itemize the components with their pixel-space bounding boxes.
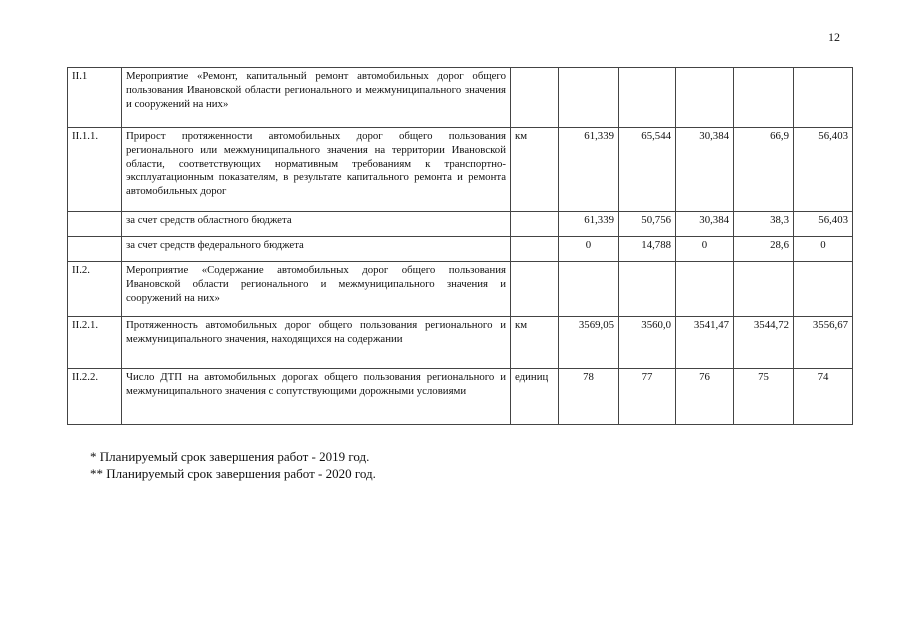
table-row	[68, 128, 853, 212]
value-cell: 0	[559, 237, 619, 262]
row-description: Число ДТП на автомобильных дорогах общего пользования регионального и межмуниципального значения с сопутствующими дорожными условиями	[122, 369, 511, 425]
value-cell: 0	[794, 237, 853, 262]
value-cell: 28,6	[734, 237, 794, 262]
value-cell: 3556,67	[794, 317, 853, 369]
footnote-2019: * Планируемый срок завершения работ - 2019 год.	[90, 449, 370, 464]
value-cell: 75	[734, 369, 794, 425]
page-number: 12	[828, 30, 840, 44]
value-cell: 30,384	[676, 128, 734, 212]
table-row	[68, 317, 853, 369]
table-row	[68, 262, 853, 317]
row-unit	[511, 262, 559, 317]
row-description: Прирост протяженности автомобильных дорог общего пользования регионального или межмуниципального значения на территории Ивановской области, соответствующих нормативным требованиям к транспортно-эксплуатационным показателям, в результате капитального ремонта и ремонта автомобильных дорог	[122, 128, 511, 212]
row-description: Мероприятие «Содержание автомобильных дорог общего пользования Ивановской области регионального и межмуниципального значения и сооружений на них»	[122, 262, 511, 317]
value-cell: 61,339	[559, 212, 619, 237]
row-unit: единиц	[511, 369, 559, 425]
row-number	[68, 212, 122, 237]
value-cell	[676, 262, 734, 317]
row-unit: км	[511, 128, 559, 212]
value-cell	[559, 262, 619, 317]
value-cell	[794, 262, 853, 317]
value-cell: 56,403	[794, 212, 853, 237]
row-number: II.2.	[68, 262, 122, 317]
value-cell: 78	[559, 369, 619, 425]
value-cell: 65,544	[619, 128, 676, 212]
value-cell	[734, 68, 794, 128]
value-cell: 74	[794, 369, 853, 425]
value-cell: 38,3	[734, 212, 794, 237]
row-number: II.2.1.	[68, 317, 122, 369]
row-description: за счет средств областного бюджета	[122, 212, 511, 237]
value-cell: 56,403	[794, 128, 853, 212]
indicators-table	[67, 67, 853, 425]
value-cell: 0	[676, 237, 734, 262]
row-number: II.1	[68, 68, 122, 128]
value-cell	[734, 262, 794, 317]
value-cell: 50,756	[619, 212, 676, 237]
value-cell: 3544,72	[734, 317, 794, 369]
value-cell: 3569,05	[559, 317, 619, 369]
footnotes	[90, 448, 376, 483]
row-unit	[511, 68, 559, 128]
table-row	[68, 237, 853, 262]
row-description: за счет средств федерального бюджета	[122, 237, 511, 262]
value-cell: 14,788	[619, 237, 676, 262]
value-cell: 30,384	[676, 212, 734, 237]
value-cell	[559, 68, 619, 128]
row-unit: км	[511, 317, 559, 369]
value-cell	[619, 262, 676, 317]
value-cell: 77	[619, 369, 676, 425]
value-cell	[619, 68, 676, 128]
row-number	[68, 237, 122, 262]
footnote-2020: ** Планируемый срок завершения работ - 2020 год.	[90, 466, 376, 482]
row-number: II.2.2.	[68, 369, 122, 425]
row-description: Протяженность автомобильных дорог общего пользования регионального и межмуниципального значения, находящихся на содержании	[122, 317, 511, 369]
row-number: II.1.1.	[68, 128, 122, 212]
row-description: Мероприятие «Ремонт, капитальный ремонт автомобильных дорог общего пользования Ивановской области регионального и межмуниципального значения и сооружений на них»	[122, 68, 511, 128]
table-row	[68, 369, 853, 425]
table-row	[68, 68, 853, 128]
value-cell: 61,339	[559, 128, 619, 212]
value-cell: 66,9	[734, 128, 794, 212]
value-cell	[676, 68, 734, 128]
value-cell: 3560,0	[619, 317, 676, 369]
row-unit	[511, 212, 559, 237]
value-cell: 76	[676, 369, 734, 425]
row-unit	[511, 237, 559, 262]
value-cell: 3541,47	[676, 317, 734, 369]
value-cell	[794, 68, 853, 128]
table-row	[68, 212, 853, 237]
